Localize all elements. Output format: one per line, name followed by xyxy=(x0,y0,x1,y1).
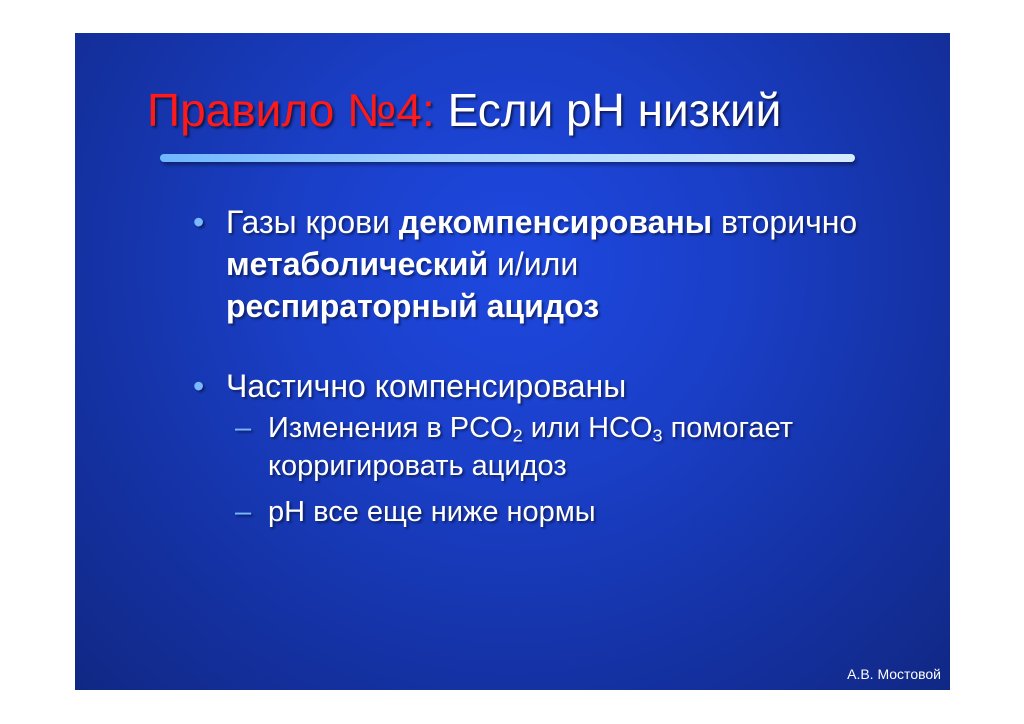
bullet-text: и/или xyxy=(488,246,579,282)
bullet-bold-text: декомпенсированы xyxy=(398,204,713,240)
bullet-bold-text: метаболический xyxy=(226,246,489,282)
bullet-icon: • xyxy=(193,204,205,240)
sub-item-text: помогает корригировать ацидоз xyxy=(268,412,794,482)
bullet-bold-text: респираторный ацидоз xyxy=(226,288,600,324)
slide-title xyxy=(147,83,781,138)
bullet-text: Газы крови xyxy=(226,204,399,240)
bullet-icon: • xyxy=(193,368,205,404)
bullet-text: вторично xyxy=(712,204,858,240)
sub-item-text: Изменения в PCO xyxy=(268,412,513,444)
bullet-text: Частично компенсированы xyxy=(226,368,627,404)
subscript: 2 xyxy=(512,425,523,446)
bullet-partially-compensated xyxy=(193,365,913,407)
bullet-decompensated xyxy=(193,201,913,327)
title-underline xyxy=(160,154,855,162)
sub-item-text: или HCO xyxy=(522,412,653,444)
slide-content xyxy=(193,201,913,531)
dash-icon: – xyxy=(235,496,252,528)
title-rule-number: Правило №4: xyxy=(147,84,435,136)
dash-icon: – xyxy=(235,412,252,444)
sub-item-ph-below-normal xyxy=(193,493,913,531)
sub-item-text: рН все еще ниже нормы xyxy=(268,496,596,528)
sub-item-changes xyxy=(193,409,913,485)
title-topic: Если рН низкий xyxy=(434,84,782,136)
author-footer: А.В. Мостовой xyxy=(847,666,941,682)
subscript: 3 xyxy=(652,425,663,446)
slide xyxy=(75,33,950,690)
